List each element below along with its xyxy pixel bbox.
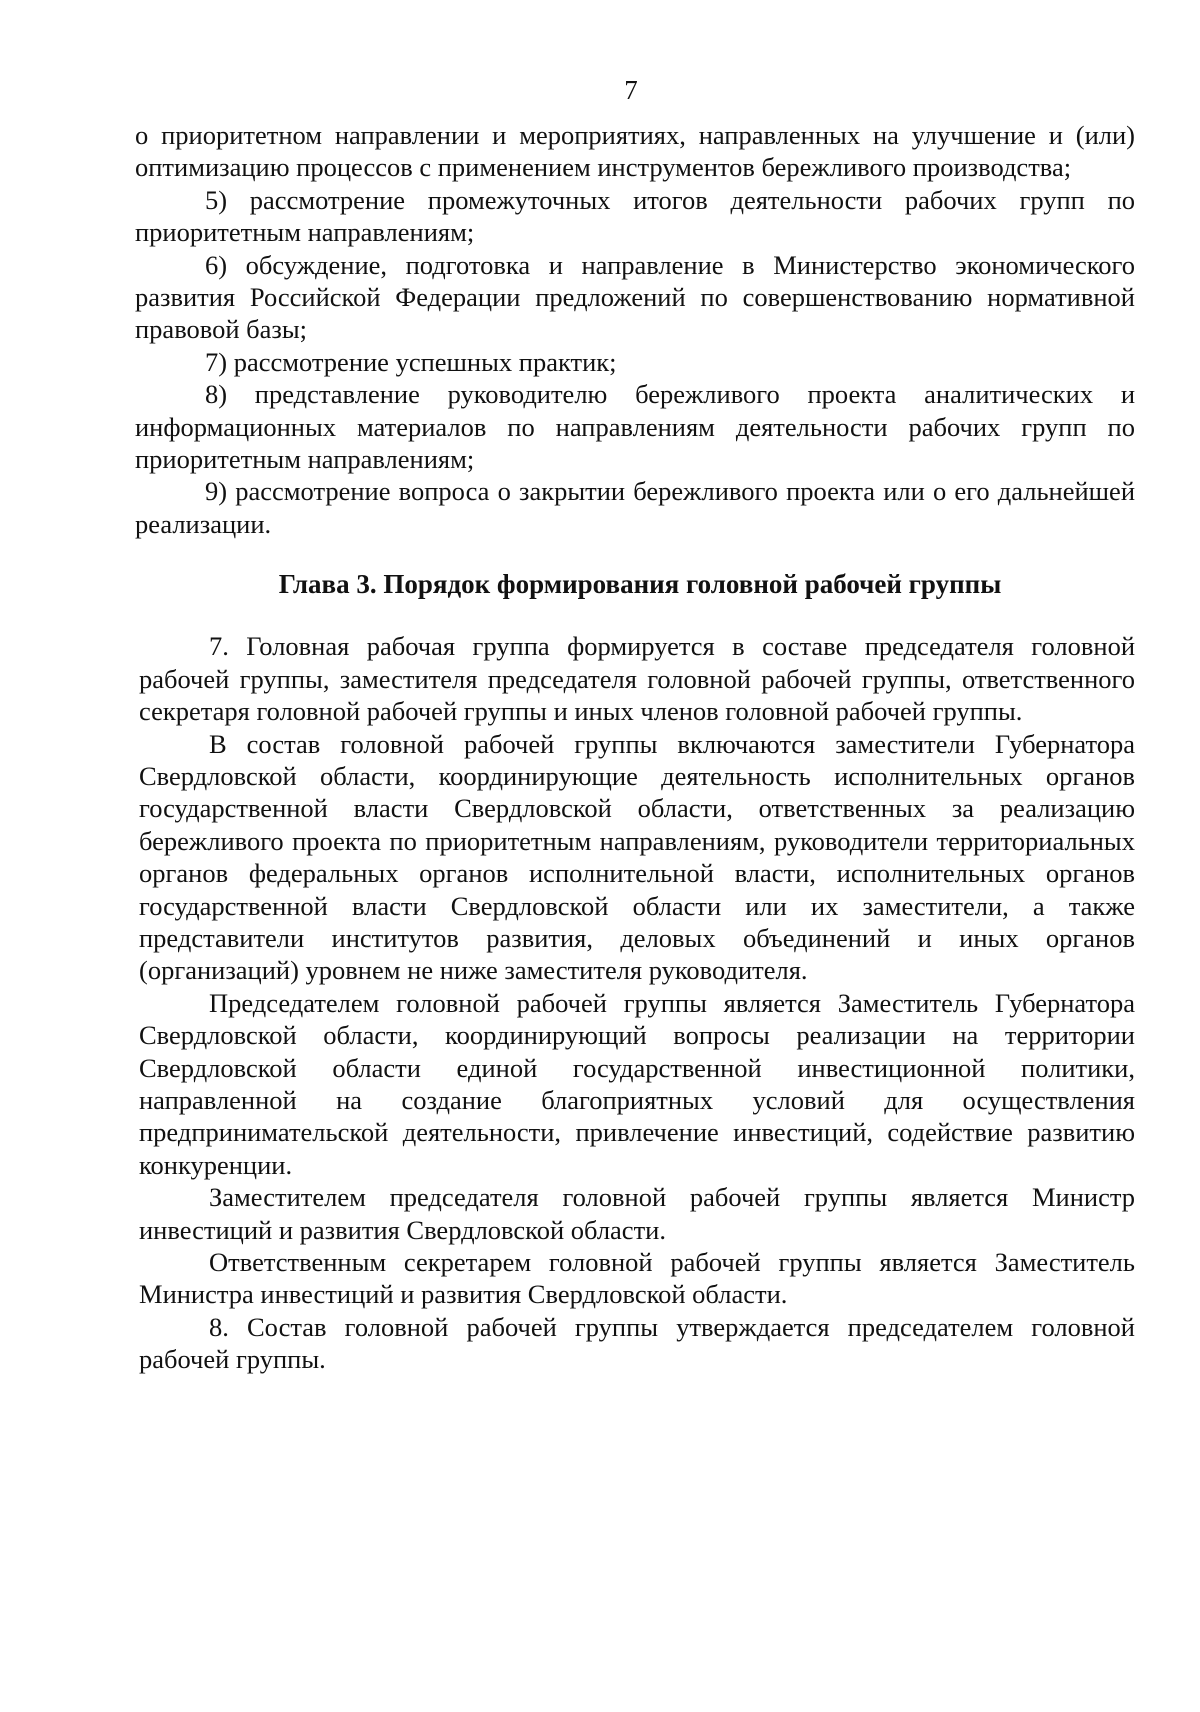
list-item-9: 9) рассмотрение вопроса о закрытии бережливого проекта или о его дальнейшей реализации. [135, 476, 1135, 539]
paragraph-8: 8. Состав головной рабочей группы утверждается председателем головной рабочей группы. [139, 1311, 1135, 1375]
list-item-5: 5) рассмотрение промежуточных итогов деятельности рабочих групп по приоритетным направлениям; [135, 184, 1135, 248]
paragraph-deputy-chairman: Заместителем председателя головной рабочей группы является Министр инвестиций и развития Свердловской области. [139, 1182, 1135, 1245]
chapter-heading: Глава 3. Порядок формирования головной рабочей группы [278, 569, 1002, 600]
paragraph-composition: В состав головной рабочей группы включаются заместители Губернатора Свердловской области, координирующие деятельность исполнительных органов государственной власти Свердловской области, ответственных за реализацию бережливого проекта по приоритетным направлениям, руководители территориальных органов федеральных органов исполнительной власти, исполнительных органов государственной власти Свердловской области или их заместители, а также представители институтов развития, деловых объединений и иных органов (организаций) уровнем не ниже заместителя руководителя. [139, 728, 1135, 986]
paragraph-7: 7. Головная рабочая группа формируется в составе председателя головной рабочей группы, заместителя председателя головной рабочей группы, ответственного секретаря головной рабочей группы и иных членов головной рабочей группы. [139, 631, 1135, 727]
paragraph-continuation: о приоритетном направлении и мероприятиях, направленных на улучшение и (или) оптимизацию процессов с применением инструментов бережливого производства; [135, 120, 1135, 183]
paragraph-secretary: Ответственным секретарем головной рабочей группы является Заместитель Министра инвестиций и развития Свердловской области. [139, 1247, 1135, 1310]
paragraph-chairman: Председателем головной рабочей группы является Заместитель Губернатора Свердловской области, координирующий вопросы реализации на территории Свердловской области единой государственной инвестиционной политики, направленной на создание благоприятных условий для осуществления предпринимательской деятельности, привлечение инвестиций, содействие развитию конкуренции. [139, 987, 1135, 1180]
chapter-body [135, 630, 1135, 1375]
list-item-6: 6) обсуждение, подготовка и направление в Министерство экономического развития Российской Федерации предложений по совершенствованию нормативной правовой базы; [135, 249, 1135, 345]
list-item-7: 7) рассмотрение успешных практик; [205, 346, 617, 377]
page-number: 7 [624, 75, 638, 105]
list-item-8: 8) представление руководителю бережливого проекта аналитических и информационных материалов по направлениям деятельности рабочих групп по приоритетным направлениям; [135, 379, 1135, 475]
document-body [135, 119, 1135, 1376]
